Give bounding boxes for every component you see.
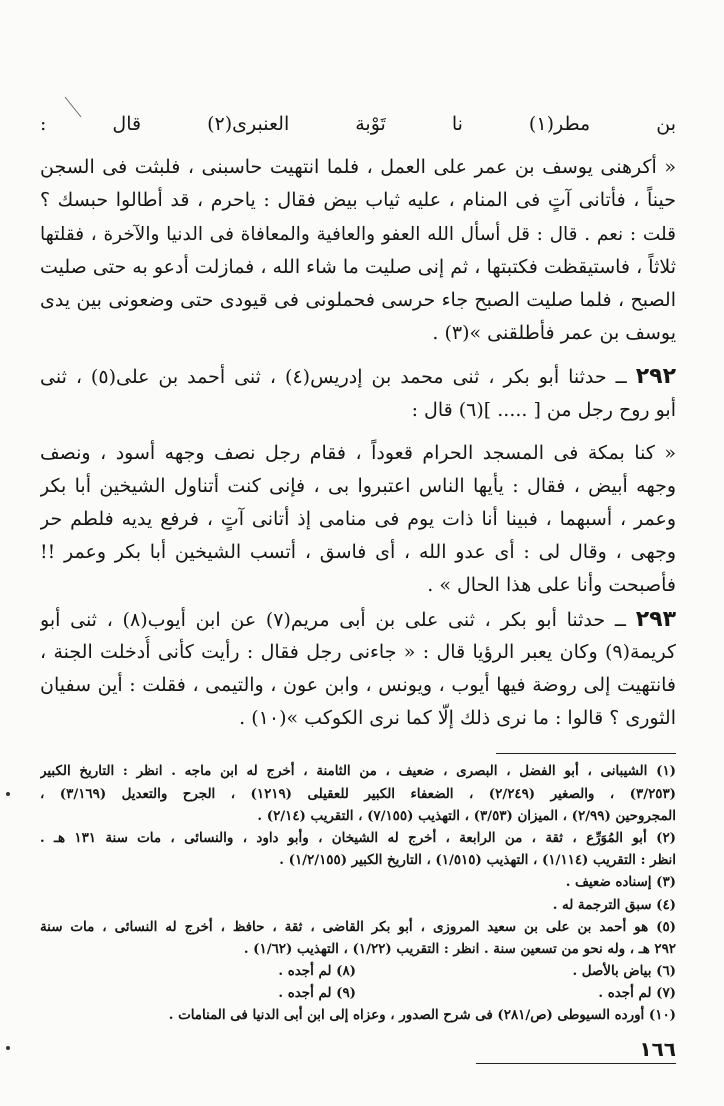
text-line: وجهى ، وقال لى : أى عدو الله ، أى فاسق ، أتسب الشيخين أبا بكر وعمر !! — [40, 541, 676, 564]
scan-speck — [6, 1046, 10, 1050]
text-line: بن مطر(١) نا تَوْبة العنبرى(٢) قال : — [40, 113, 676, 135]
text-line: وجهه أبيض ، فقال : يأيها الناس اعتبروا بى ، فإنى كنت أتناول الشيخين أبا بكر — [40, 474, 676, 497]
footnote-line: المجروحين (٢/٩٩) ، الميزان (٣/٥٣) ، التهذيب (٧/١٥٥) ، التقريب (٢/١٤) . — [257, 807, 676, 824]
text-line: أبو روح رجل من [ ..... ](٦) قال : — [411, 398, 676, 421]
footnote-line: (٣) إسناده ضعيف . — [565, 874, 676, 891]
footnote-line: (٥) هو أحمد بن على بن سعيد المروزى ، أبو بكر القاضى ، ثقة ، حافظ ، أخرج له النسائى ، مات سنة — [40, 918, 676, 935]
text-line: ثلاثاً ، فاستيقظت فكتبتها ، ثم إنى صليت ما شاء الله ، فمازلت أدعو به حتى صليت — [40, 255, 676, 278]
scan-speck — [6, 792, 10, 796]
footnote-line: انظر : التقريب (١/١١٤) ، التهذيب (١/٥١٥) ، التاريخ الكبير (١/٢/١٥٥) . — [279, 852, 676, 869]
footnote-pair-row — [40, 982, 676, 1004]
narration-number-293: ٢٩٣ — [635, 606, 676, 632]
footnote-divider — [496, 753, 676, 754]
footnote-item: (٦) بياض بالأصل . — [572, 963, 676, 980]
text-line: فانتهيت إلى روضة فيها أيوب ، ويونس ، وابن عون ، والتيمى ، فقلت : أين سفيان — [40, 674, 676, 696]
narration-293-line: ٢٩٣ ــ حدثنا أبو بكر ، ثنى على بن أبى مريم(٧) عن ابن أيوب(٨) ، ثنى أبو — [40, 606, 676, 632]
text-line: حيناً ، فأتانى آتٍ فى المنام ، عليه ثياب بيض فقال : ياحرم ، قد أطالوا حبسك ؟ — [40, 189, 676, 212]
book-page — [40, 108, 676, 1064]
text-line: فأصبحت وأنا على هذا الحال » . — [427, 574, 676, 597]
footnote-item: (٩) لم أجده . — [278, 985, 356, 1002]
footnote-line: ٢٩٢ هـ ، وله نحو من تسعين سنة . انظر : التقريب (١/٢٢) ، التهذيب (١/٦٢) . — [243, 940, 676, 957]
text-line: يوسف بن عمر فأطلقنى »(٣) . — [432, 322, 676, 345]
page-number-rule — [476, 1063, 676, 1064]
footnote-line: (٤) سبق الترجمة له . — [552, 896, 676, 913]
footnote-line: (١) الشيبانى ، أبو الفضل ، البصرى ، ضعيف ، من الثامنة ، أخرج له ابن ماجه . انظر : التاريخ الكبير — [40, 763, 676, 780]
text-line: قلت : نعم . قال : قل أسأل الله العفو والعافية والمعافاة فى الدنيا والآخرة ، فقلتها — [40, 223, 676, 245]
text-line: الثورى ؟ قالوا : ما نرى ذلك إلّا كما نرى الكوكب »(١٠) . — [239, 707, 676, 730]
text-line: كريمة(٩) وكان يعبر الرؤيا قال : « جاءنى رجل فقال : رأيت كأنى أُدخلت الجنة ، — [40, 640, 676, 663]
narration-number-292: ٢٩٢ — [635, 364, 676, 390]
text-line: وعمر ، أسبهما ، فبينا أنا ذات يوم فى منامى إذ أتانى آتٍ ، فرفع يديه فلطم حر — [40, 508, 676, 531]
footnote-item: (٨) لم أجده . — [278, 963, 356, 980]
footnote-line: (٢) أبو المُوَرِّع ، ثقة ، من الرابعة ، أخرج له الشيخان ، وأبو داود ، والنسائى ، مات سنة ١٣١ هـ . — [40, 829, 676, 846]
text-line: الصبح ، فلما صليت الصبح جاء حرسى فحملونى فى قيودى حتى وضعونى بين يدى — [40, 288, 676, 311]
footnote-line: (٣/٢٥٣) ، والصغير (٢/٢٤٩) ، الضعفاء الكبير للعقيلى (١٢١٩) ، الجرح والتعديل (٣/١٦٩) ، — [40, 785, 676, 802]
main-text — [40, 108, 676, 735]
footnotes — [40, 760, 676, 1026]
text-line: « أكرهنى يوسف بن عمر على العمل ، فلما انتهيت حاسبنى ، فلبثت فى السجن — [40, 156, 676, 179]
footnote-item: (٧) لم أجده . — [598, 985, 676, 1002]
footnote-line: (١٠) أورده السيوطى (ص/٢٨١) فى شرح الصدور ، وعزاه إلى ابن أبى الدنيا فى المنامات . — [168, 1007, 676, 1024]
text-line: « كنا بمكة فى المسجد الحرام قعوداً ، فقام رجل نصف وجهه أسود ، ونصف — [40, 441, 676, 464]
footnote-pair-row — [40, 960, 676, 982]
narration-292-line: ٢٩٢ ــ حدثنا أبو بكر ، ثنى محمد بن إدريس(٤) ، ثنى أحمد بن على(٥) ، ثنى — [40, 364, 676, 390]
page-number: ١٦٦ — [639, 1036, 676, 1061]
